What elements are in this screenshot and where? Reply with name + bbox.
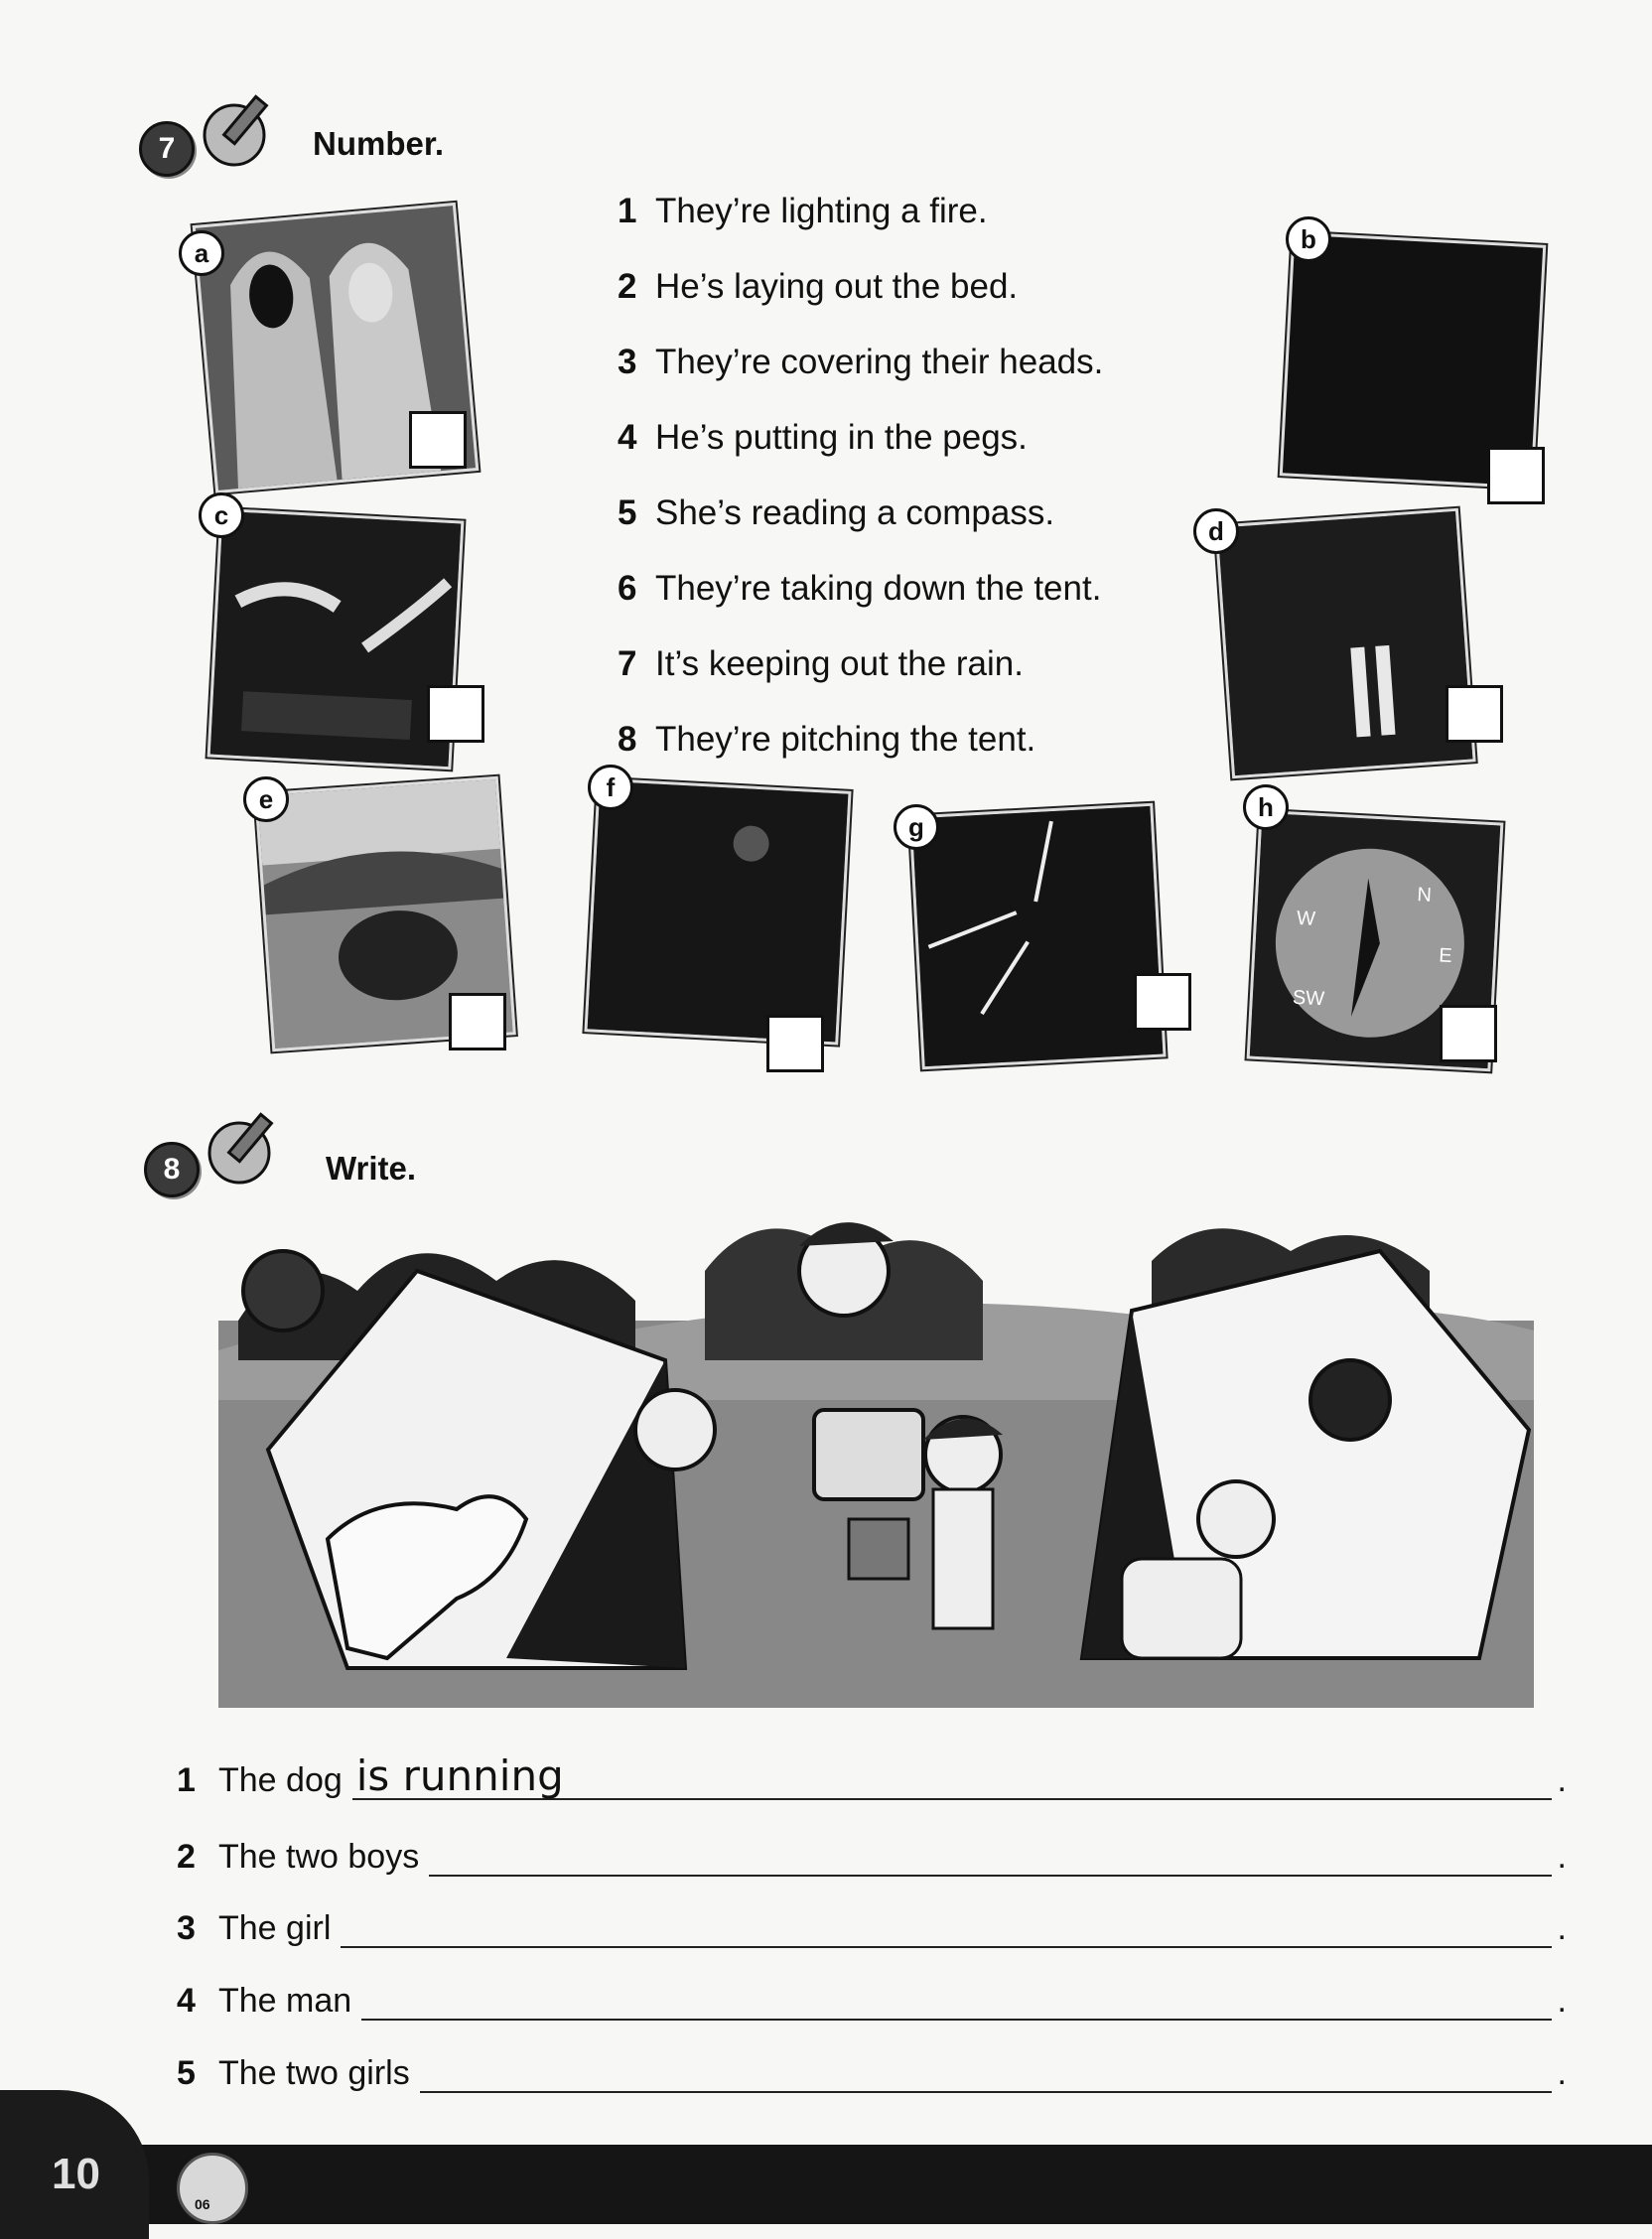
exercise-7-title: Number. xyxy=(313,125,445,162)
photo-label-d: d xyxy=(1193,508,1239,554)
answer-line-1[interactable]: is running xyxy=(352,1758,1552,1800)
write-row-3: 3 The girl . xyxy=(177,1898,1567,1948)
answer-box-c[interactable] xyxy=(427,685,484,743)
exercise-7-badge: 7 xyxy=(139,121,195,177)
answer-line-3[interactable] xyxy=(341,1906,1551,1948)
exercise-8-title: Write. xyxy=(326,1150,417,1187)
answer-line-2[interactable] xyxy=(429,1835,1551,1877)
track-number: 06 xyxy=(195,2196,210,2212)
photo-label-b: b xyxy=(1286,216,1331,262)
sentence-8: 8 They’re pitching the tent. xyxy=(618,720,1036,759)
photo-label-g: g xyxy=(894,804,939,850)
answer-box-f[interactable] xyxy=(766,1015,824,1072)
answer-box-d[interactable] xyxy=(1446,685,1503,743)
pencil-icon xyxy=(199,89,278,169)
photo-label-h: h xyxy=(1243,784,1289,830)
compass-letter-w: W xyxy=(1296,907,1316,930)
answer-box-a[interactable] xyxy=(409,411,467,469)
compass-letter-n: N xyxy=(1416,884,1433,907)
write-row-4: 4 The man . xyxy=(177,1971,1567,2021)
exercise-8-badge: 8 xyxy=(144,1142,200,1197)
write-row-1: 1 The dog is running . xyxy=(177,1751,1567,1800)
answer-box-b[interactable] xyxy=(1487,447,1545,504)
sentence-7: 7 It’s keeping out the rain. xyxy=(618,644,1024,683)
write-row-5: 5 The two girls . xyxy=(177,2043,1567,2093)
photo-d xyxy=(1214,508,1475,779)
write-row-2: 2 The two boys . xyxy=(177,1827,1567,1877)
compass-letter-e: E xyxy=(1438,944,1453,968)
answer-box-h[interactable] xyxy=(1440,1005,1497,1062)
answer-line-4[interactable] xyxy=(361,1979,1551,2021)
cd-icon xyxy=(177,2153,248,2224)
sentence-4: 4 He’s putting in the pegs. xyxy=(618,418,1028,457)
page-number: 10 xyxy=(52,2150,100,2198)
sentence-2: 2 He’s laying out the bed. xyxy=(618,267,1019,306)
photo-label-c: c xyxy=(199,492,244,538)
camping-illustration xyxy=(208,1201,1539,1708)
sentence-3: 3 They’re covering their heads. xyxy=(618,343,1104,381)
photo-label-e: e xyxy=(243,776,289,822)
sentence-1: 1 They’re lighting a fire. xyxy=(618,192,988,230)
sentence-5: 5 She’s reading a compass. xyxy=(618,493,1055,532)
answer-box-e[interactable] xyxy=(449,993,506,1050)
answer-box-g[interactable] xyxy=(1134,973,1191,1031)
photo-label-a: a xyxy=(179,230,224,276)
photo-f xyxy=(584,777,851,1045)
pencil-icon xyxy=(204,1107,283,1187)
sentence-6: 6 They’re taking down the tent. xyxy=(618,569,1102,608)
answer-line-5[interactable] xyxy=(420,2051,1552,2093)
photo-g xyxy=(908,803,1166,1070)
photo-c xyxy=(207,508,465,770)
photo-label-f: f xyxy=(588,765,633,810)
compass-letter-sw: SW xyxy=(1292,986,1325,1011)
